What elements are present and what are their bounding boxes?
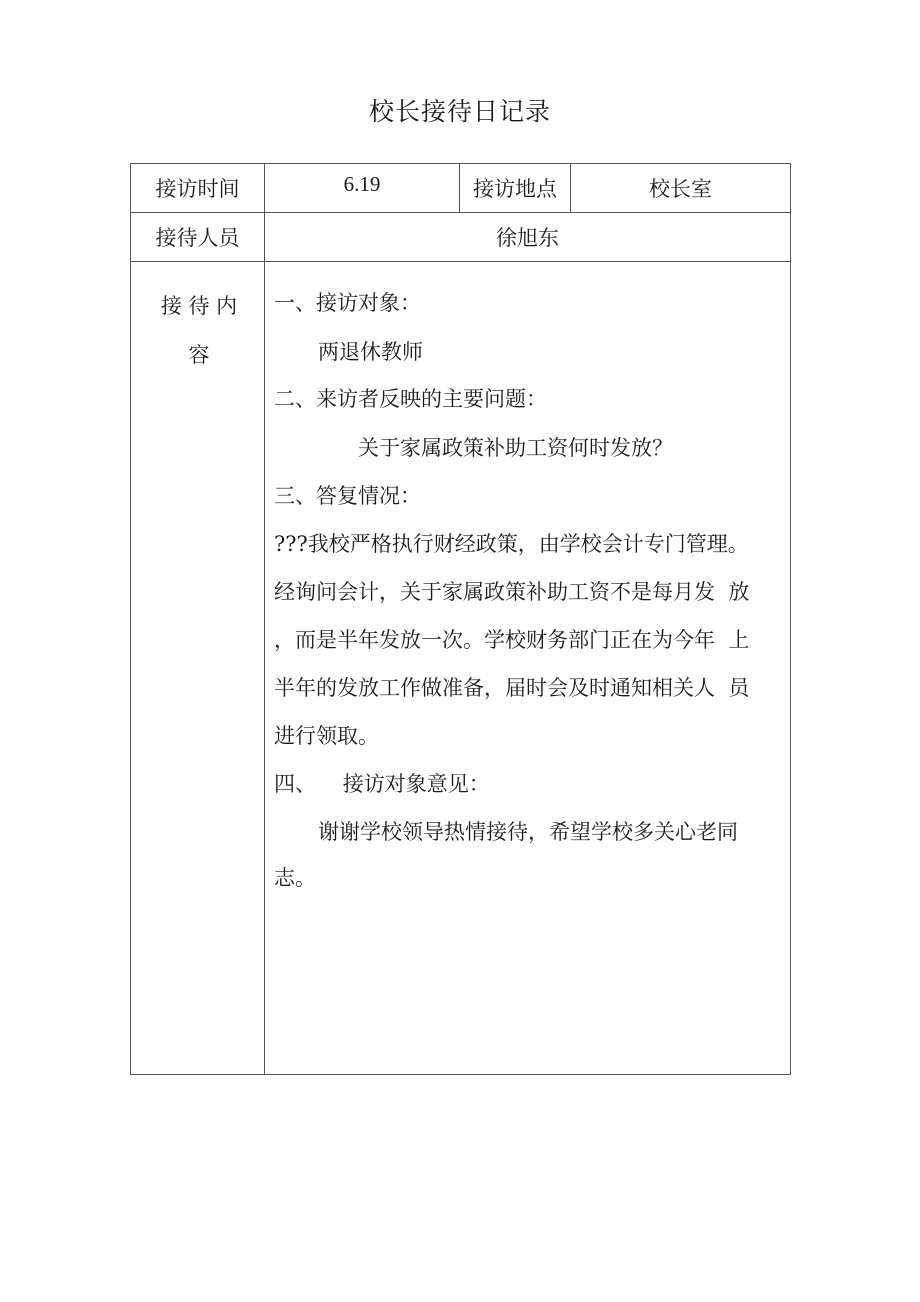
time-value: 6.19 xyxy=(343,171,381,196)
staff-label: 接待人员 xyxy=(155,226,240,250)
section-reply-line2: 经询问会计，关于家属政策补助工资不是每月发 放 xyxy=(274,580,750,604)
section-opinion-heading: 四、 接访对象意见： xyxy=(274,772,490,796)
section-reply-heading: 三、答复情况： xyxy=(274,484,421,508)
section-reply-line4: 半年的发放工作做准备，届时会及时通知相关人 员 xyxy=(274,676,750,700)
section-issue-heading: 二、来访者反映的主要问题： xyxy=(274,387,547,411)
section-reply-line1: ???我校严格执行财经政策，由学校会计专门管理。 xyxy=(274,532,749,556)
section-opinion-line1: 谢谢学校领导热情接待，希望学校多关心老同 xyxy=(318,820,738,844)
content-label-line2: 容 xyxy=(188,343,210,367)
section-visitor-text: 两退休教师 xyxy=(318,340,423,364)
time-label: 接访时间 xyxy=(155,177,240,201)
place-label: 接访地点 xyxy=(473,177,557,201)
section-reply-line5: 进行领取。 xyxy=(274,724,379,748)
section-opinion-line2: 志。 xyxy=(274,866,316,890)
col-divider-main xyxy=(264,163,265,1075)
section-reply-line3: ，而是半年发放一次。学校财务部门正在为今年 上 xyxy=(274,628,750,652)
section-visitor-heading: 一、接访对象： xyxy=(274,291,421,315)
section-issue-text: 关于家属政策补助工资何时发放？ xyxy=(358,436,673,460)
page-title: 校长接待日记录 xyxy=(368,97,551,126)
staff-value: 徐旭东 xyxy=(496,226,559,250)
row-divider-2 xyxy=(130,261,791,262)
content-label-line1: 接 待 内 xyxy=(160,294,238,318)
place-value: 校长室 xyxy=(649,177,712,201)
